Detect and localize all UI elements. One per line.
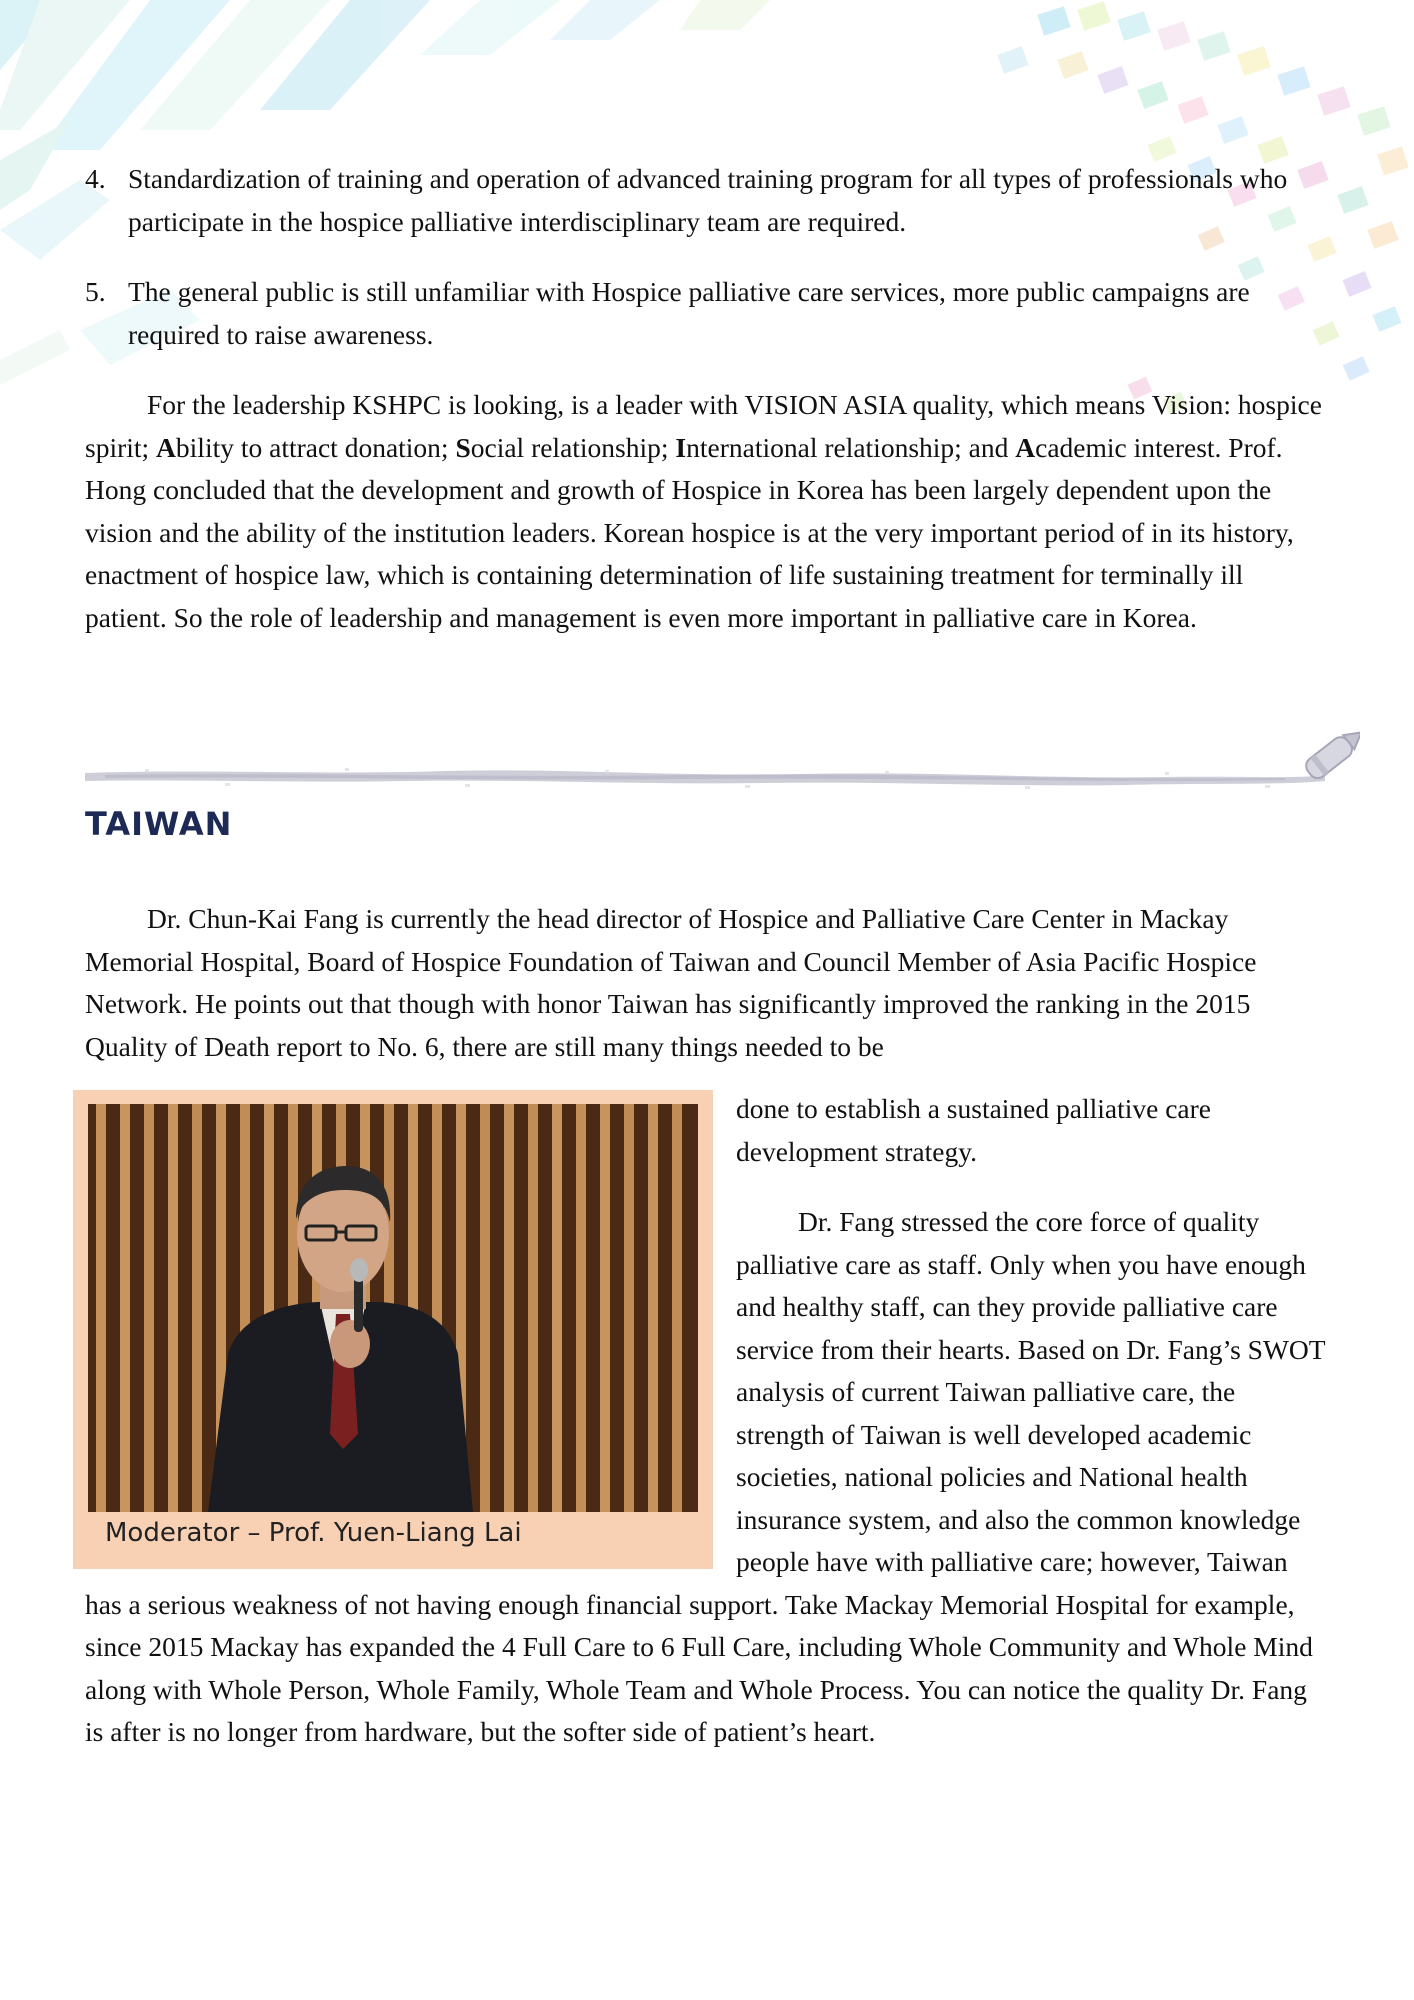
emphasis-letter: A — [156, 431, 176, 463]
speaker-photo-illustration — [88, 1104, 698, 1512]
taiwan-intro-continued: done to establish a sustained palliative care development strategy. — [736, 1093, 1211, 1167]
list-number: 4. — [85, 163, 106, 194]
list-item-text: Standardization of training and operation of advanced training program for all types of professionals who participate in the hospice palliative interdisciplinary team are required. — [128, 163, 1288, 237]
korea-text-part: bility to attract donation; — [175, 431, 456, 463]
crayon-icon — [1303, 725, 1360, 782]
emphasis-letter: I — [675, 431, 687, 463]
section-divider — [85, 725, 1360, 800]
taiwan-body-with-photo — [85, 1088, 1330, 1754]
taiwan-para2-text: Dr. Fang stressed the core force of quality palliative care as staff. Only when you have enough and healthy staff, can they provide palliative care service from their hearts. Based on Dr. Fang’s SWOT analysis of current Taiwan palliative care, the strength of Taiwan is well developed academic societies, national policies and National health insurance system, and also the common knowledge people have with palliative care; however, Taiwan has a serious weakness of not having enough financial support. Take Mackay Memorial Hospital for example, since 2015 Mackay has expanded the 4 Full Care to 6 Full Care, including Whole Community and Whole Mind along with Whole Person, Whole Family, Whole Team and Whole Process. You can notice the quality Dr. Fang is after is no longer from hardware, but the softer side of patient’s heart. — [85, 1206, 1326, 1747]
emphasis-letter: S — [455, 431, 471, 463]
taiwan-section-content — [85, 898, 1330, 1068]
emphasis-letter: A — [1015, 431, 1036, 463]
section-title-taiwan: TAIWAN — [85, 805, 233, 843]
brush-stroke-graphic — [85, 725, 1360, 800]
list-item-text: The general public is still unfamiliar with Hospice palliative care services, more public campaigns are required to raise awareness. — [128, 276, 1250, 350]
challenges-list — [85, 158, 1330, 356]
korea-text-part: cademic interest. Prof. Hong concluded that the development and growth of Hospice in Korea has been largely dependent upon the vision and the ability of the institution leaders. Korean hospice is at the very important period of in its history, enactment of hospice law, which is containing determination of life sustaining treatment for terminally ill patient. So the role of leadership and management is even more important in palliative care in Korea. — [85, 431, 1294, 633]
taiwan-intro-paragraph — [85, 898, 1330, 1068]
list-item — [85, 158, 1330, 243]
taiwan-para1-text: Dr. Chun-Kai Fang is currently the head director of Hospice and Palliative Care Center in Mackay Memorial Hospital, Board of Hospice Foundation of Taiwan and Council Member of Asia Pacific Hospice Network. He points out that though with honor Taiwan has significantly improved the ranking in the 2015 Quality of Death report to No. 6, there are still many things needed to be — [85, 903, 1257, 1062]
list-number: 5. — [85, 276, 106, 307]
moderator-photo — [88, 1104, 698, 1512]
korea-text-part: For the leadership KSHPC is looking, is a leader with VISION ASIA quality, which means Vision: hospice spirit; — [85, 389, 1322, 463]
korea-leadership-paragraph — [85, 384, 1330, 639]
korea-text-part: ocial relationship; — [470, 431, 676, 463]
list-item — [85, 271, 1330, 356]
photo-caption: Moderator – Prof. Yuen-Liang Lai — [105, 1518, 522, 1548]
main-content — [85, 158, 1330, 639]
moderator-photo-frame — [73, 1090, 713, 1569]
korea-text-part: nternational relationship; and — [686, 431, 1016, 463]
